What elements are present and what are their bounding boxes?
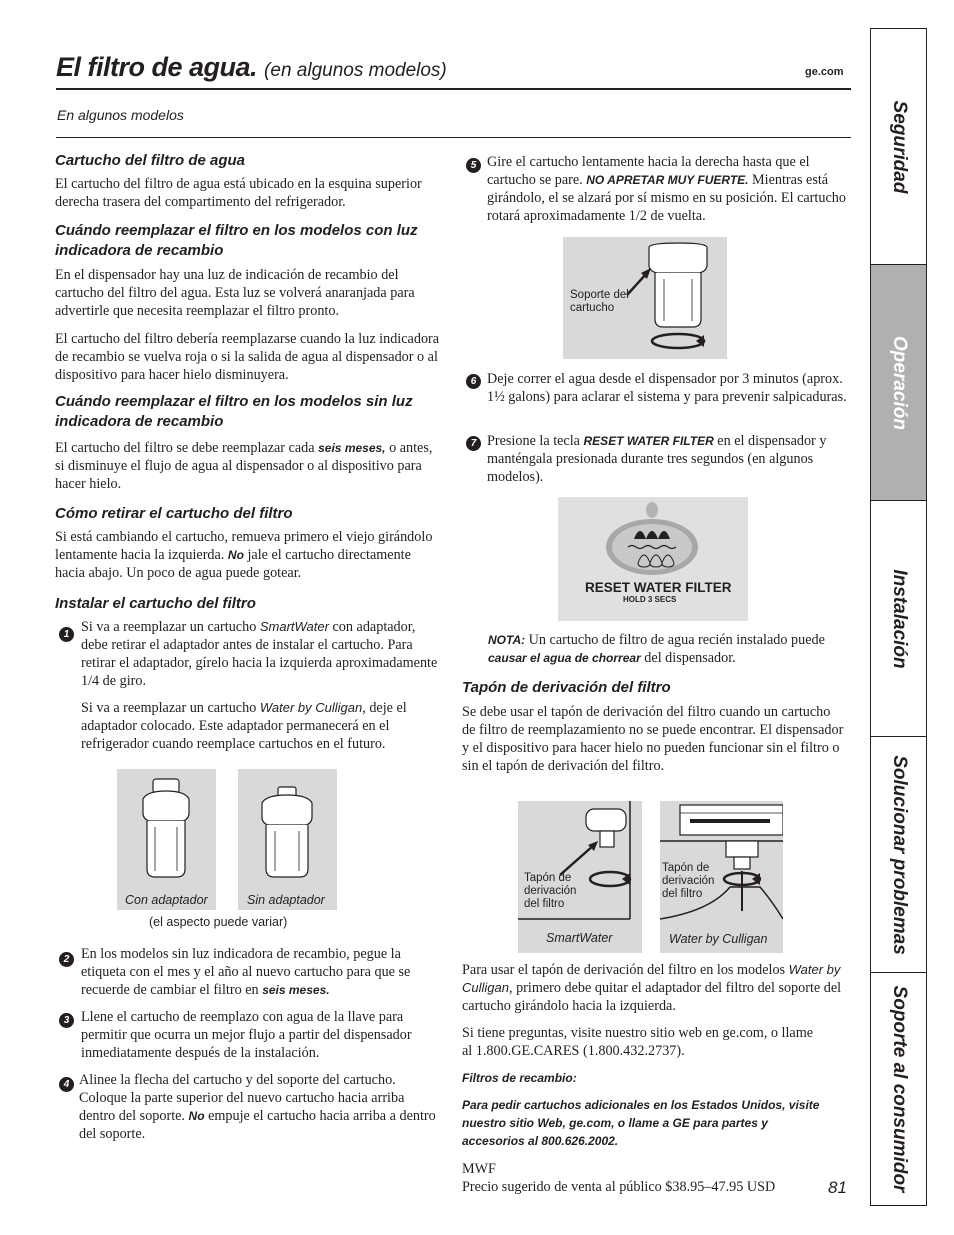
caption-culligan: Water by Culligan — [669, 932, 768, 946]
step-2-number: 2 — [59, 952, 74, 967]
tab-seguridad[interactable]: Seguridad — [871, 29, 926, 265]
text-tapon: Se debe usar el tapón de derivación del filtro cuando un cartucho de filtro de reemplazamiento no se puede encontrar. El dispensador y el dispositivo para hacer hielo no pueden funcionar sin el filtro o sin el tapón de derivación del filtro. — [462, 704, 844, 774]
nota-text: NOTA: Un cartucho de filtro de agua recién instalado puede causar el agua de chorrear del dispensador. — [488, 632, 825, 666]
page-number: 81 — [828, 1178, 847, 1197]
tab-soporte-al-consumidor[interactable]: Soporte al consumidor — [888, 985, 910, 1193]
step-6-number: 6 — [466, 374, 481, 389]
text-sin-luz: El cartucho del filtro se debe reemplazar cada seis meses, o antes, si disminuye el flujo de agua al dispensador o al dispositivo para hacer hielo. — [55, 440, 433, 492]
step-3-text: Llene el cartucho de reemplazo con agua de la llave para permitir que ocurra un mejor flujo a partir del dispensador inmediatamente después de la instalación. — [81, 1009, 412, 1061]
step-1b-text: Si va a reemplazar un cartucho Water by Culligan, deje el adaptador colocado. Este adaptador permanecerá en el refrigerador cuando reemplace cartuchos en el futuro. — [81, 700, 407, 752]
heading-con-luz: Cuándo reemplazar el filtro en los modelos con luz indicadora de recambio — [55, 222, 418, 259]
caption-aspecto: (el aspecto puede variar) — [149, 915, 288, 929]
heading-recambio: Filtros de recambio: — [462, 1071, 577, 1085]
text-contacto: Si tiene preguntas, visite nuestro sitio web en ge.com, o llame al 1.800.GE.CARES (1.800.432.2737). — [462, 1025, 814, 1059]
text-recambio: Para pedir cartuchos adicionales en los Estados Unidos, visite nuestro sitio Web, ge.com, o llame a GE para partes y accesorios al 800.626.2002. — [462, 1098, 820, 1148]
tab-operacion[interactable]: Operación — [871, 265, 926, 501]
page-title: El filtro de agua. (en algunos modelos) — [56, 52, 447, 82]
models-note: En algunos modelos — [57, 107, 184, 123]
step-2-text: En los modelos sin luz indicadora de recambio, pegue la etiqueta con el mes y el año al nuevo cartucho para que se recuerde de cambiar el filtro en seis meses. — [81, 946, 411, 998]
header-rule — [56, 88, 851, 90]
step-7-text: Presione la tecla RESET WATER FILTER en el dispensador y manténgala presionada durante tres segundos (en algunos modelos). — [487, 433, 827, 485]
step-6-text: Deje correr el agua desde el dispensador por 3 minutos (aprox. 1½ galons) para aclarar el sistema y para prevenir salpicaduras. — [487, 371, 847, 405]
text-tapon-uso: Para usar el tapón de derivación del filtro en los modelos Water by Culligan, primero debe quitar el adaptador del filtro del soporte del cartucho girándolo hacia la izquierda. — [462, 962, 842, 1014]
step-1-text: Si va a reemplazar un cartucho SmartWater con adaptador, debe retirar el adaptador antes de instalar el cartucho. Para retirar el adaptador, gírelo hacia la izquierda aproximadamente 1/4 de giro. — [81, 619, 438, 689]
cartridge-without-adapter-illustration — [238, 769, 337, 910]
heading-retirar: Cómo retirar el cartucho del filtro — [55, 505, 293, 522]
caption-con-adaptador: Con adaptador — [125, 893, 208, 907]
label-tapon-left: Tapón de derivación del filtro — [524, 872, 577, 910]
step-5-text: Gire el cartucho lentamente hacia la derecha hasta que el cartucho se pare. NO APRETAR MUY FUERTE. Mientras está girándolo, el se alzará por sí mismo en su posición. El cartucho rotará aproximadamente 1/2 de vuelta. — [487, 154, 846, 224]
section-rule — [56, 137, 851, 138]
page-title-sub: (en algunos modelos) — [264, 60, 447, 81]
caption-sin-adaptador: Sin adaptador — [247, 893, 325, 907]
text-retirar: Si está cambiando el cartucho, remueva primero el viejo girándolo lentamente hacia la izquierda. No jale el cartucho directamente hacia abajo. Un poco de agua puede gotear. — [55, 529, 433, 581]
text-con-luz-1: En el dispensador hay una luz de indicación de recambio del cartucho del filtro del agua. Esta luz se volverá anaranjada para advertirle que necesita reemplazar el filtro pronto. — [55, 267, 415, 319]
figure-sin-adaptador — [238, 769, 337, 910]
text-cartucho: El cartucho del filtro de agua está ubicado en la esquina superior derecha trasera del compartimento del refrigerador. — [55, 176, 422, 210]
step-4-text: Alinee la flecha del cartucho y del soporte del cartucho. Coloque la parte superior del nuevo cartucho hacia arriba dentro del soporte. No empuje el cartucho hacia arriba a dentro del soporte. — [79, 1072, 436, 1142]
heading-cartucho: Cartucho del filtro de agua — [55, 152, 246, 169]
heading-sin-luz: Cuándo reemplazar el filtro en los modelos sin luz indicadora de recambio — [55, 393, 413, 430]
caption-smartwater: SmartWater — [546, 931, 613, 945]
reset-button-label: RESET WATER FILTER — [585, 580, 732, 595]
step-3-number: 3 — [59, 1013, 74, 1028]
cartridge-with-adapter-illustration — [117, 769, 216, 910]
heading-instalar: Instalar el cartucho del filtro — [55, 595, 256, 612]
step-7-number: 7 — [466, 436, 481, 451]
step-4-number: 4 — [59, 1077, 74, 1092]
label-tapon-right: Tapón de derivación del filtro — [662, 862, 715, 900]
step-1-number: 1 — [59, 627, 74, 642]
heading-tapon: Tapón de derivación del filtro — [462, 679, 671, 696]
tab-solucionar-problemas[interactable]: Solucionar problemas — [871, 737, 926, 973]
label-soporte: Soporte del cartucho — [570, 289, 629, 314]
side-tabs — [870, 28, 927, 1206]
text-con-luz-2: El cartucho del filtro debería reemplazarse cuando la luz indicadora de recambio se vuelva roja o si la salida de agua al dispensador o al dispositivo para hacer hielo disminuyera. — [55, 331, 440, 383]
site-url: ge.com — [805, 66, 844, 78]
reset-button-sublabel: HOLD 3 SECS — [623, 595, 677, 604]
model-code: MWF — [462, 1161, 496, 1177]
figure-con-adaptador — [117, 769, 216, 910]
tab-instalacion[interactable]: Instalación — [871, 501, 926, 737]
price-text: Precio sugerido de venta al público $38.95–47.95 USD — [462, 1179, 776, 1195]
step-5-number: 5 — [466, 158, 481, 173]
